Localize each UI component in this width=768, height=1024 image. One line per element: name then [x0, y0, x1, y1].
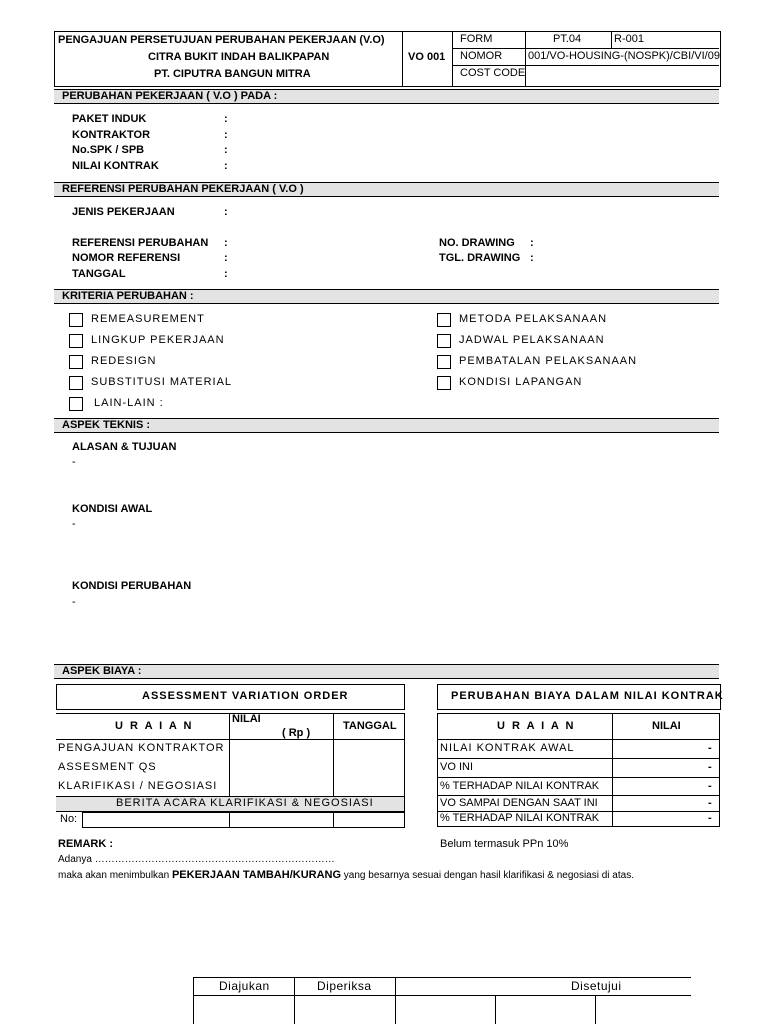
checkbox-substitusi-material[interactable] [69, 376, 83, 390]
label-pembatalan-pelaksanaan: PEMBATALAN PELAKSANAAN [459, 355, 638, 367]
sig-diperiksa: Diperiksa [317, 979, 372, 993]
header-title-1: PENGAJUAN PERSETUJUAN PERUBAHAN PEKERJAAN (V.O) [58, 34, 385, 46]
remark-text-post: yang besarnya sesuai dengan hasil klarifikasi & negosiasi di atas. [341, 870, 634, 881]
nomor-referensi-label: NOMOR REFERENSI [72, 252, 181, 264]
colon: : [224, 268, 228, 280]
row-assesment-qs: ASSESMENT QS [58, 761, 157, 773]
row-pengajuan-kontraktor: PENGAJUAN KONTRAKTOR [58, 742, 225, 754]
referensi-band [54, 182, 719, 197]
form-value: PT.04 [553, 33, 582, 45]
value-nilai-kontrak-awal: - [708, 742, 712, 754]
remark-text-pre: maka akan menimbulkan [58, 870, 172, 881]
colon: : [530, 237, 534, 249]
remark-label: REMARK : [58, 838, 113, 850]
value-persen-1: - [708, 780, 712, 792]
label-lain-lain: LAIN-LAIN : [94, 397, 164, 409]
jenis-pekerjaan-label: JENIS PEKERJAAN [72, 206, 175, 218]
header-title-3: PT. CIPUTRA BANGUN MITRA [154, 68, 311, 80]
checkbox-metoda-pelaksanaan[interactable] [437, 313, 451, 327]
colon: : [224, 237, 228, 249]
right-col-uraian: U R A I A N [497, 720, 576, 732]
label-redesign: REDESIGN [91, 355, 157, 367]
form-rev: R-001 [614, 33, 644, 45]
label-substitusi-material: SUBSTITUSI MATERIAL [91, 376, 233, 388]
kondisi-perubahan-label: KONDISI PERUBAHAN [72, 580, 192, 592]
row-persen-1: % TERHADAP NILAI KONTRAK [440, 780, 600, 792]
row-persen-2: % TERHADAP NILAI KONTRAK [440, 812, 600, 824]
remark-text [58, 869, 634, 882]
label-lingkup-pekerjaan: LINGKUP PEKERJAAN [91, 334, 225, 346]
header-title-2: CITRA BUKIT INDAH BALIKPAPAN [148, 51, 330, 63]
no-label: No: [60, 813, 78, 825]
biaya-band [54, 664, 719, 679]
colon: : [224, 252, 228, 264]
checkbox-pembatalan-pelaksanaan[interactable] [437, 355, 451, 369]
checkbox-lain-lain[interactable] [69, 397, 83, 411]
alasan-value[interactable]: - [72, 456, 76, 468]
kriteria-title: KRITERIA PERUBAHAN : [62, 290, 194, 302]
field-paket-induk: PAKET INDUK [72, 113, 147, 125]
remark-text-bold: PEKERJAAN TAMBAH/KURANG [171, 869, 342, 881]
label-remeasurement: REMEASUREMENT [91, 313, 205, 325]
colon: : [224, 129, 228, 141]
kondisi-perubahan-value[interactable]: - [72, 596, 76, 608]
kriteria-band [54, 289, 719, 304]
teknis-band [54, 418, 719, 433]
row-vo-ini: VO INI [440, 761, 474, 773]
berita-acara-label: BERITA ACARA KLARIFIKASI & NEGOSIASI [116, 797, 374, 809]
tanggal-label: TANGGAL [72, 268, 126, 280]
row-nilai-kontrak-awal: NILAI KONTRAK AWAL [440, 742, 575, 754]
left-col-tanggal: TANGGAL [343, 720, 397, 732]
colon: : [224, 113, 228, 125]
nomor-value: 001/VO-HOUSING-(NOSPK)/CBI/VI/09 [528, 50, 720, 62]
referensi-title: REFERENSI PERUBAHAN PEKERJAAN ( V.O ) [62, 183, 304, 195]
perubahan-title: PERUBAHAN PEKERJAAN ( V.O ) PADA : [62, 90, 278, 102]
field-no-spk: No.SPK / SPB [72, 144, 145, 156]
referensi-perubahan-label: REFERENSI PERUBAHAN [72, 237, 209, 249]
colon: : [224, 206, 228, 218]
field-nilai-kontrak: NILAI KONTRAK [72, 160, 159, 172]
teknis-title: ASPEK TEKNIS : [62, 419, 151, 431]
kondisi-awal-value[interactable]: - [72, 518, 76, 530]
value-persen-2: - [708, 812, 712, 824]
checkbox-kondisi-lapangan[interactable] [437, 376, 451, 390]
adanya-line: Adanya ……………………………………………………………… [58, 854, 335, 865]
sig-diajukan: Diajukan [219, 979, 270, 993]
left-col-nilai: NILAI [232, 713, 261, 725]
vo-number: VO 001 [408, 51, 446, 63]
alasan-label: ALASAN & TUJUAN [72, 441, 177, 453]
row-vo-sampai: VO SAMPAI DENGAN SAAT INI [440, 797, 598, 809]
checkbox-remeasurement[interactable] [69, 313, 83, 327]
checkbox-redesign[interactable] [69, 355, 83, 369]
colon: : [224, 160, 228, 172]
cost-code-label: COST CODE [460, 67, 526, 79]
assessment-title: ASSESSMENT VARIATION ORDER [142, 690, 349, 702]
form-label: FORM [460, 33, 493, 45]
label-metoda-pelaksanaan: METODA PELAKSANAAN [459, 313, 608, 325]
colon: : [530, 252, 534, 264]
kondisi-awal-label: KONDISI AWAL [72, 503, 153, 515]
nomor-label: NOMOR [460, 50, 503, 62]
no-drawing-label: NO. DRAWING [439, 237, 515, 249]
left-col-uraian: U R A I A N [115, 720, 194, 732]
no-input[interactable] [82, 812, 405, 828]
value-vo-ini: - [708, 761, 712, 773]
label-kondisi-lapangan: KONDISI LAPANGAN [459, 376, 583, 388]
perubahan-biaya-title: PERUBAHAN BIAYA DALAM NILAI KONTRAK [451, 690, 724, 702]
label-jadwal-pelaksanaan: JADWAL PELAKSANAAN [459, 334, 605, 346]
checkbox-jadwal-pelaksanaan[interactable] [437, 334, 451, 348]
biaya-title: ASPEK BIAYA : [62, 665, 142, 677]
checkbox-lingkup-pekerjaan[interactable] [69, 334, 83, 348]
colon: : [224, 144, 228, 156]
perubahan-band [54, 89, 719, 104]
value-vo-sampai: - [708, 797, 712, 809]
sig-disetujui: Disetujui [571, 979, 622, 993]
left-col-nilai-unit: ( Rp ) [282, 727, 311, 739]
ppn-note: Belum termasuk PPn 10% [440, 838, 569, 850]
row-klarifikasi-negosiasi: KLARIFIKASI / NEGOSIASI [58, 780, 218, 792]
field-kontraktor: KONTRAKTOR [72, 129, 151, 141]
right-col-nilai: NILAI [652, 720, 681, 732]
tgl-drawing-label: TGL. DRAWING [439, 252, 521, 264]
